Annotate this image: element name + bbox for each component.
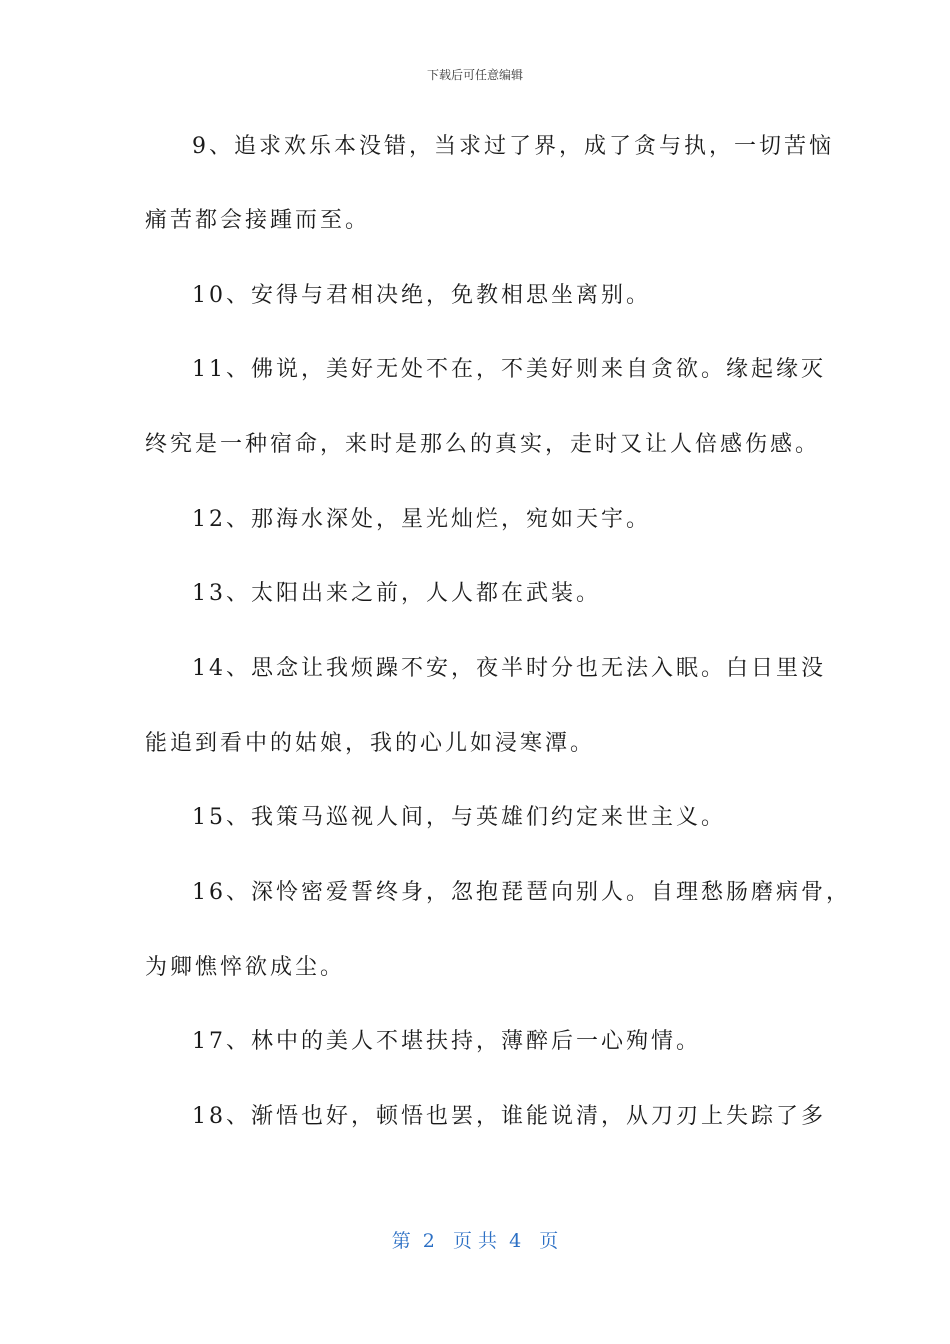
paragraph-14-line-2: 能追到看中的姑娘，我的心儿如浸寒潭。 [145, 731, 596, 756]
page-footer: 第 2 页 共 4 页 [391, 1230, 559, 1252]
paragraph-16-line-2: 为卿憔悴欲成尘。 [145, 955, 346, 980]
paragraph-11-line-2: 终究是一种宿命，来时是那么的真实，走时又让人倍感伤感。 [145, 432, 821, 457]
paragraph-14-line-1: 14、思念让我烦躁不安，夜半时分也无法入眠。白日里没 [192, 656, 826, 681]
paragraph-9-line-1: 9、追求欢乐本没错，当求过了界，成了贪与执，一切苦恼 [192, 134, 834, 159]
paragraph-18-line-1: 18、渐悟也好，顿悟也罢，谁能说清，从刀刃上失踪了多 [192, 1104, 826, 1129]
paragraph-12: 12、那海水深处，星光灿烂，宛如天宇。 [192, 507, 651, 532]
paragraph-16-line-1: 16、深怜密爱誓终身，忽抱琵琶向别人。自理愁肠磨病骨， [192, 880, 851, 905]
page-header: 下载后可任意编辑 [426, 68, 523, 82]
paragraph-13: 13、太阳出来之前，人人都在武装。 [192, 581, 601, 606]
paragraph-17: 17、林中的美人不堪扶持，薄醉后一心殉情。 [192, 1029, 701, 1054]
paragraph-9-line-2: 痛苦都会接踵而至。 [145, 208, 371, 233]
paragraph-11-line-1: 11、佛说，美好无处不在，不美好则来自贪欲。缘起缘灭 [192, 357, 826, 382]
paragraph-10: 10、安得与君相决绝，免教相思坐离别。 [192, 283, 651, 308]
paragraph-15: 15、我策马巡视人间，与英雄们约定来世主义。 [192, 805, 726, 830]
